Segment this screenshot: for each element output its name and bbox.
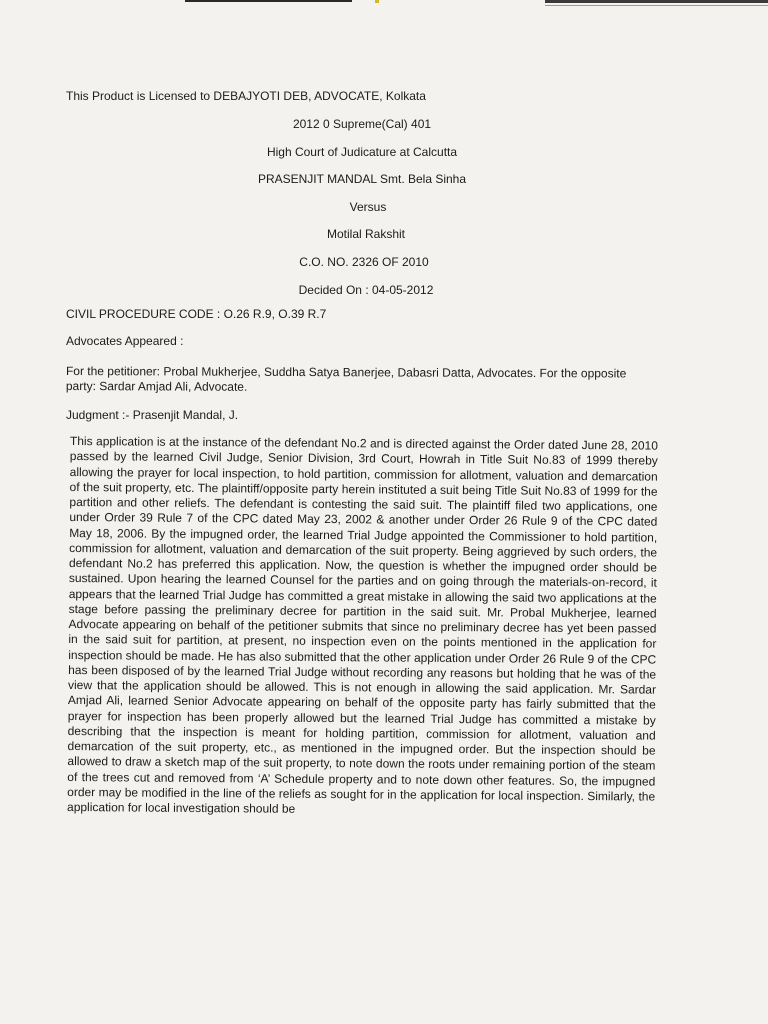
license-line: This Product is Licensed to DEBAJYOTI DEB, ADVOCATE, Kolkata (66, 89, 426, 103)
judgment-body (67, 434, 658, 820)
citation: 2012 0 Supreme(Cal) 401 (292, 117, 432, 131)
case-number: C.O. NO. 2326 OF 2010 (299, 255, 429, 269)
advocates-text: For the petitioner: Probal Mukherjee, Suddha Satya Banerjee, Dabasri Datta, Advocates. For the opposite party: Sardar Amjad Ali, Advocate. (65, 364, 627, 394)
advocates-heading: Advocates Appeared : (66, 334, 184, 348)
judgment-line: Judgment :- Prasenjit Mandal, J. (66, 408, 239, 422)
body-paragraph: This application is at the instance of the defendant No.2 and is directed against the Order dated June 28, 2010 passed by the learned Civil Judge, Senior Division, 3rd Court, Howrah in Title Suit No.83 of 1999 thereby allowing the prayer for local inspection, to hold partition, commission for allotment, valuation and demarcation of the suit property, etc. The plaintiff/opposite party herein instituted a suit being Title Suit No.83 of 1999 for the partition and other reliefs. The defendant is contesting the said suit. The plaintiff filed two applications, one under Order 39 Rule 7 of the CPC dated May 23, 2002 & another under Order 26 Rule 9 of the CPC dated May 18, 2006. By the impugned order, the learned Trial Judge appointed the Commissioner to hold partition, commission for allotment, valuation and demarcation of the suit property. Being aggrieved by such orders, the defendant No.2 has preferred this application. Now, the question is whether the impugned order should be sustained. Upon hearing the learned Counsel for the parties and on going through the materials-on-record, it appears that the learned Trial Judge has committed a great mistake in allowing the said two applications at the stage before passing the preliminary decree for partition in the said suit. Mr. Probal Mukherjee, learned Advocate appearing on behalf of the petitioner submits that since no preliminary decree has yet been passed in the said suit for partition, at present, no inspection even on the points mentioned in the application for inspection should be made. He has also submitted that the other application under Order 26 Rule 9 of the CPC has been disposed of by the learned Trial Judge without recording any reasons but holding that he was of the view that the application should be allowed. This is not enough in allowing the said application. Mr. Sardar Amjad Ali, learned Senior Advocate appearing on behalf of the opposite party has fairly submitted that the prayer for inspection has been properly allowed but the learned Trial Judge has committed a mistake by describing that the inspection is meant for holding partition, commission for allotment, valuation and demarcation of the suit property, etc., as mentioned in the impugned order. But the inspection should be allowed to draw a sketch map of the suit property, to note down the roots under remaining portion of the steam of the trees cut and removed from ‘A’ Schedule property and to note down other features. So, the impugned order may be modified in the line of the reliefs as sought for in the application for local inspection. Similarly, the application for local investigation should be (67, 434, 658, 816)
decided-on: Decided On : 04-05-2012 (298, 283, 434, 297)
parties: PRASENJIT MANDAL Smt. Bela Sinha (257, 172, 467, 186)
respondent: Motilal Rakshit (326, 227, 406, 241)
versus-label: Versus (349, 200, 387, 214)
court-name: High Court of Judicature at Calcutta (266, 145, 458, 159)
statute-reference: CIVIL PROCEDURE CODE : O.26 R.9, O.39 R.7 (66, 307, 327, 321)
